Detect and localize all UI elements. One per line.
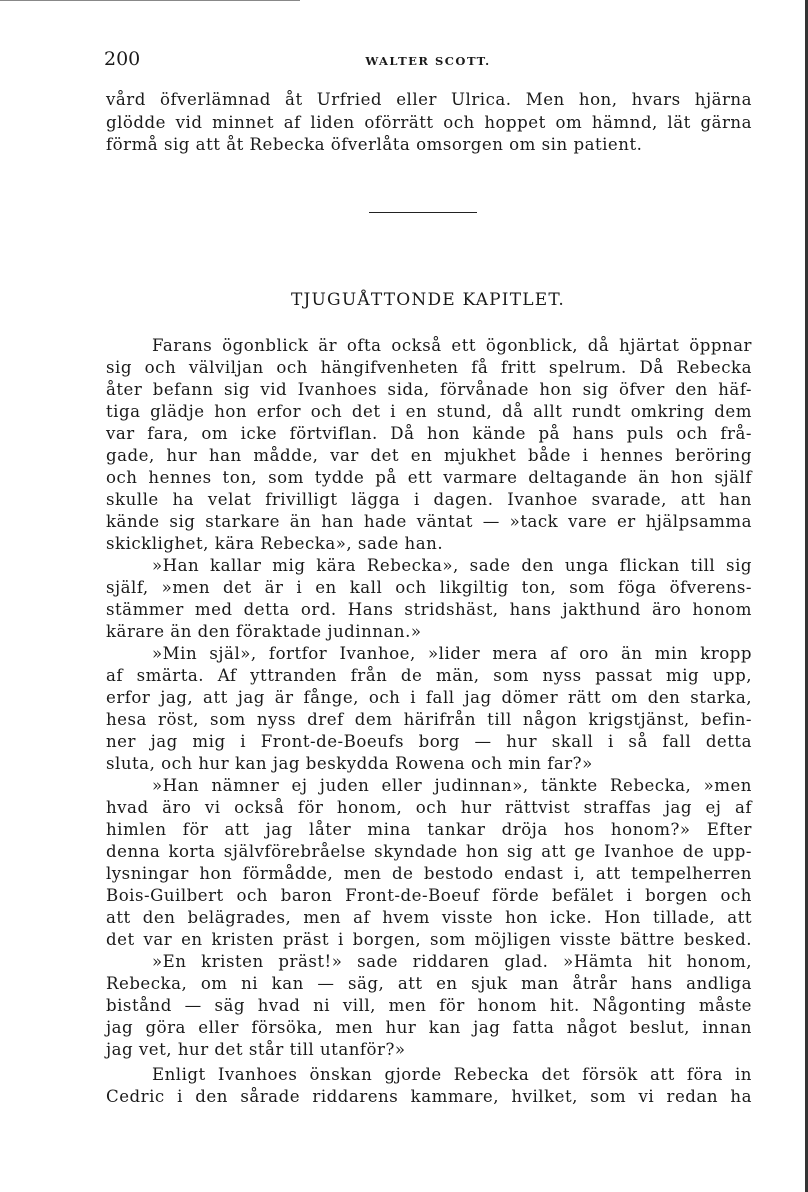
top-edge-rule	[0, 0, 300, 1]
text-line: bistånd — säg hvad ni vill, men för honom hit. Någonting måste	[106, 996, 752, 1015]
text-line: »Han nämner ej juden eller judinnan», tänkte Rebecka, »men	[152, 776, 752, 795]
text-line: hesa röst, som nyss dref dem härifrån till någon krigstjänst, befin-	[106, 710, 752, 729]
text-line: det var en kristen präst i borgen, som möjligen visste bättre besked.	[106, 930, 752, 949]
text-line: skicklighet, kära Rebecka», sade han.	[106, 534, 444, 553]
text-line: förmå sig att åt Rebecka öfverlåta omsorgen om sin patient.	[106, 135, 643, 154]
text-line: hvad äro vi också för honom, och hur rättvist straffas jag ej af	[106, 798, 752, 817]
text-line: var fara, om icke förtviflan. Då hon kände på hans puls och frå-	[106, 424, 752, 443]
text-line: kärare än den föraktade judinnan.»	[106, 622, 422, 641]
text-line: jag göra eller försöka, men hur kan jag fatta något beslut, innan	[106, 1018, 752, 1037]
text-line: himlen för att jag låter mina tankar dröja hos honom?» Efter	[106, 820, 752, 839]
text-line: sluta, och hur kan jag beskydda Rowena och min far?»	[106, 754, 593, 773]
text-line: att den belägrades, men af hvem visste hon icke. Hon tillade, att	[106, 908, 752, 927]
text-line: »En kristen präst!» sade riddaren glad. »Hämta hit honom,	[152, 952, 752, 971]
text-line: lysningar hon förmådde, men de bestodo endast i, att tempelherren	[106, 864, 752, 883]
text-line: gade, hur han mådde, var det en mjukhet både i hennes beröring	[106, 446, 752, 465]
running-head: WALTER SCOTT.	[365, 54, 491, 68]
text-line: vård öfverlämnad åt Urfried eller Ulrica. Men hon, hvars hjärna	[106, 90, 752, 109]
text-line: Bois-Guilbert och baron Front-de-Boeuf förde befälet i borgen och	[106, 886, 752, 905]
text-line: jag vet, hur det står till utanför?»	[106, 1040, 406, 1059]
page-number: 200	[104, 48, 141, 70]
text-line: erfor jag, att jag är fånge, och i fall jag dömer rätt om den starka,	[106, 688, 752, 707]
text-line: »Min själ», fortfor Ivanhoe, »lider mera af oro än min kropp	[152, 644, 752, 663]
text-line: »Han kallar mig kära Rebecka», sade den unga flickan till sig	[152, 556, 752, 575]
text-line: glödde vid minnet af liden oförrätt och hoppet om hämnd, lät gärna	[106, 113, 752, 132]
text-line: af smärta. Af yttranden från de män, som nyss passat mig upp,	[106, 666, 752, 685]
text-line: Farans ögonblick är ofta också ett ögonblick, då hjärtat öppnar	[152, 336, 752, 355]
text-line: ner jag mig i Front-de-Boeufs borg — hur skall i så fall detta	[106, 732, 752, 751]
text-line: stämmer med detta ord. Hans stridshäst, hans jakthund äro honom	[106, 600, 752, 619]
text-line: sig och välviljan och hängifvenheten få fritt spelrum. Då Rebecka	[106, 358, 752, 377]
text-line: kände sig starkare än han hade väntat — »tack vare er hjälpsamma	[106, 512, 752, 531]
text-line: Enligt Ivanhoes önskan gjorde Rebecka det försök att föra in	[152, 1065, 752, 1084]
chapter-title: TJUGUÅTTONDE KAPITLET.	[290, 290, 566, 310]
text-line: tiga glädje hon erfor och det i en stund, då allt rundt omkring dem	[106, 402, 752, 421]
text-line: åter befann sig vid Ivanhoes sida, förvånade hon sig öfver den häf-	[106, 380, 752, 399]
text-line: Rebecka, om ni kan — säg, att en sjuk man åtrår hans andliga	[106, 974, 752, 993]
text-line: denna korta självförebråelse skyndade hon sig att ge Ivanhoe de upp-	[106, 842, 752, 861]
section-divider	[369, 212, 477, 213]
text-line: skulle ha velat frivilligt lägga i dagen. Ivanhoe svarade, att han	[106, 490, 752, 509]
text-line: och hennes ton, som tydde på ett varmare deltagande än hon själf	[106, 468, 752, 487]
text-line: Cedric i den sårade riddarens kammare, hvilket, som vi redan ha	[106, 1087, 752, 1106]
text-line: själf, »men det är i en kall och likgiltig ton, som föga öfverens-	[106, 578, 752, 597]
